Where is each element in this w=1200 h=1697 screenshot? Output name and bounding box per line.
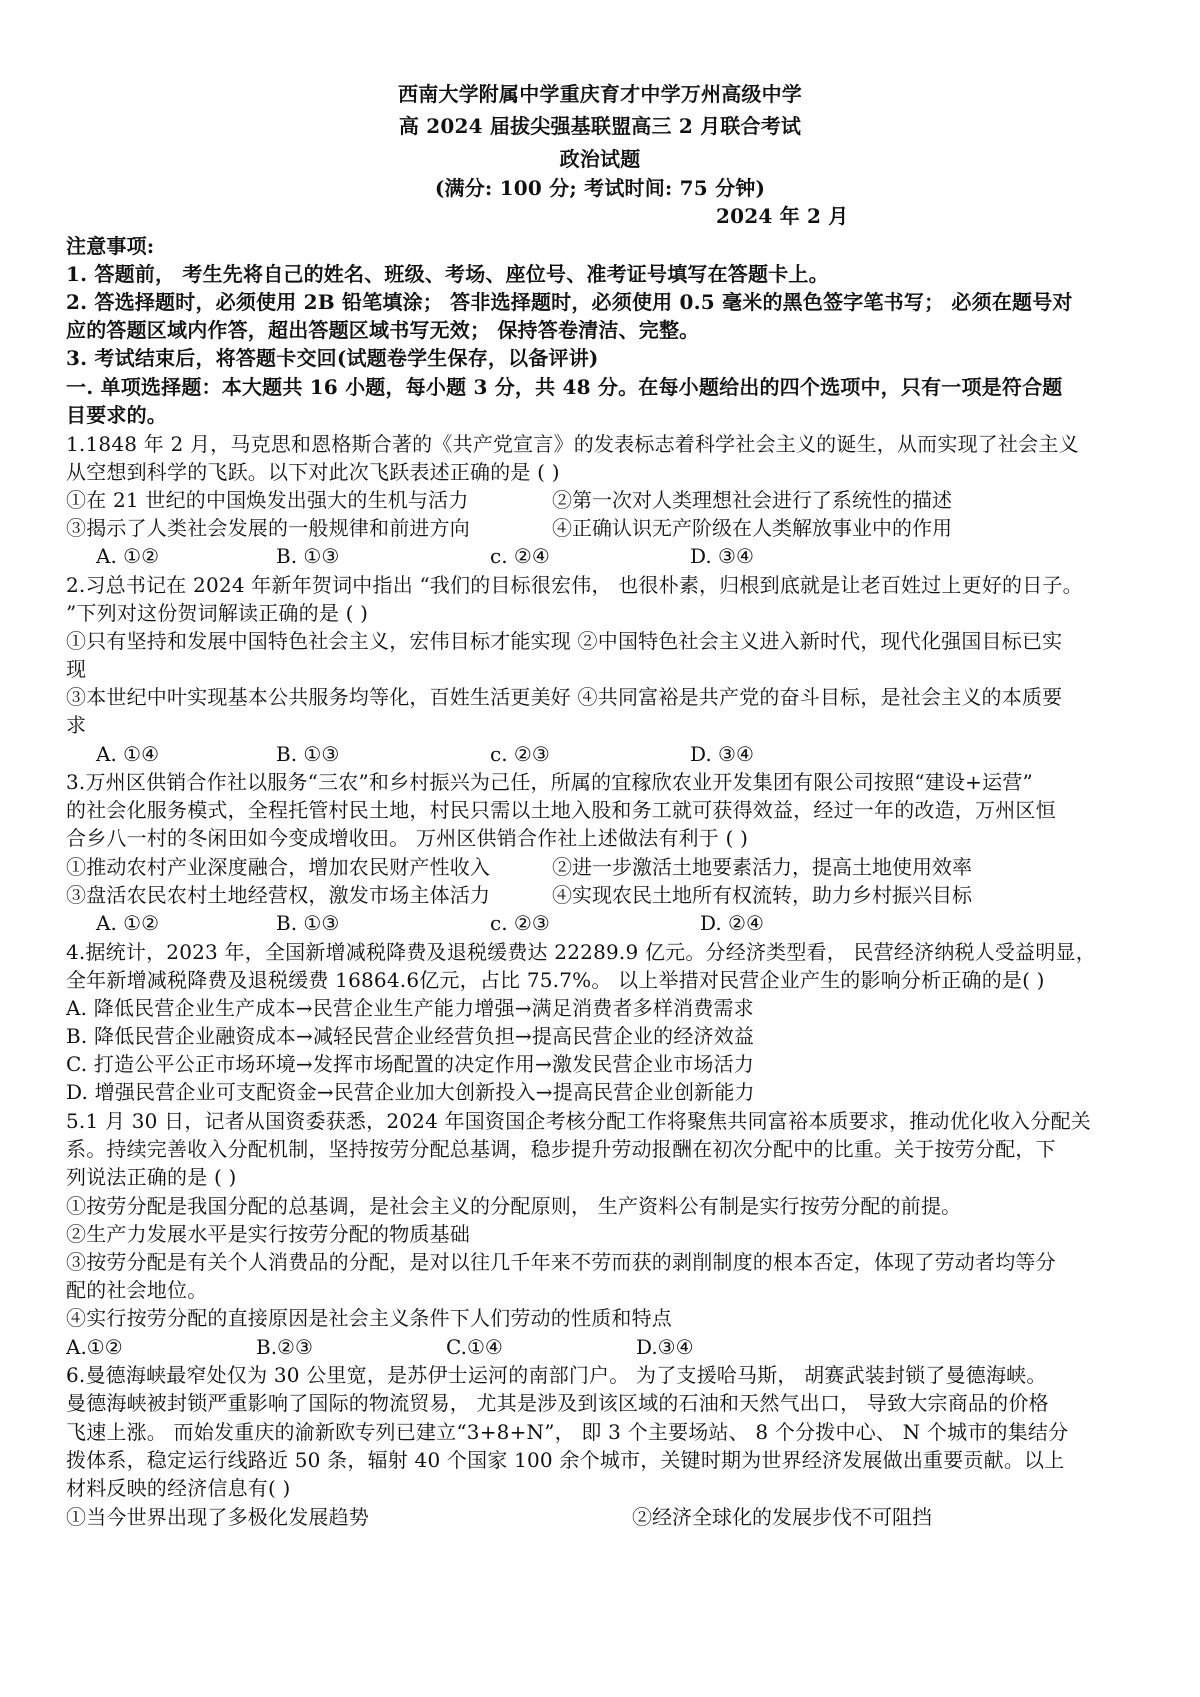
q2-statement-wrap: 现 <box>66 657 87 681</box>
q3-statement-2: ②进一步激活土地要素活力，提高土地使用效率 <box>552 855 972 879</box>
q5-statement-2: ②生产力发展水平是实行按劳分配的物质基础 <box>66 1222 470 1246</box>
q2-statement-3-4: ③本世纪中叶实现基本公共服务均等化，百姓生活更美好 ④共同富裕是共产党的奋斗目标，是社会主义的本质要 <box>66 685 1063 709</box>
notice-item: 3. 考试结束后，将答题卡交回(试题卷学生保存，以备评讲) <box>66 346 599 370</box>
q4-stem-cont: 全年新增减税降费及退税缓费 16864.6亿元，占比 75.7%。 以上举措对民营企业产生的影响分析正确的是( ) <box>66 968 1045 992</box>
q2-option-b: B. ①③ <box>276 742 340 766</box>
q4-option-d: D. 增强民营企业可支配资金→民营企业加大创新投入→提高民营企业创新能力 <box>66 1080 755 1104</box>
q6-statement-1: ①当今世界出现了多极化发展趋势 <box>66 1505 369 1529</box>
q5-option-a: A.①② <box>66 1335 123 1359</box>
q6-stem-cont: 曼德海峡被封锁严重影响了国际的物流贸易， 尤其是涉及到该区域的石油和天然气出口， 导致大宗商品的价格 <box>66 1391 1049 1415</box>
q5-statement-3-cont: 配的社会地位。 <box>66 1278 208 1302</box>
q5-statement-1: ①按劳分配是我国分配的总基调，是社会主义的分配原则， 生产资料公有制是实行按劳分配的前提。 <box>66 1194 962 1218</box>
q4-option-c: C. 打造公平公正市场环境→发挥市场配置的决定作用→激发民营企业市场活力 <box>66 1052 755 1076</box>
q5-statement-4: ④实行按劳分配的直接原因是社会主义条件下人们劳动的性质和特点 <box>66 1306 672 1330</box>
q2-statement-wrap: 求 <box>66 713 87 737</box>
q2-stem: 2.习总书记在 2024 年新年贺词中指出 “我们的目标很宏伟， 也很朴素，归根到底就是让老百姓过上更好的日子。 <box>66 573 1083 597</box>
q3-option-c: c. ②③ <box>490 911 550 935</box>
q3-statement-1: ①推动农村产业深度融合，增加农民财产性收入 <box>66 855 491 879</box>
school-title: 西南大学附属中学重庆育才中学万州高级中学 <box>398 82 802 106</box>
section-heading-cont: 目要求的。 <box>66 403 167 427</box>
q2-stem-cont: ”下列对这份贺词解读正确的是 ( ) <box>66 601 369 625</box>
q4-option-a: A. 降低民营企业生产成本→民营企业生产能力增强→满足消费者多样消费需求 <box>66 996 754 1020</box>
subject-title: 政治试题 <box>559 147 641 171</box>
q1-statement-4: ④正确认识无产阶级在人类解放事业中的作用 <box>552 516 952 540</box>
q3-option-b: B. ①③ <box>276 911 340 935</box>
q3-option-d: D. ②④ <box>700 911 764 935</box>
q2-option-a: A. ①④ <box>96 742 160 766</box>
q1-option-c: c. ②④ <box>490 544 550 568</box>
q1-statement-3: ③揭示了人类社会发展的一般规律和前进方向 <box>66 516 470 540</box>
notice-item: 应的答题区域内作答，超出答题区域书写无效； 保持答卷清洁、完整。 <box>66 318 700 342</box>
q5-stem-cont: 列说法正确的是 ( ) <box>66 1165 237 1189</box>
q2-statement-1-2: ①只有坚持和发展中国特色社会主义，宏伟目标才能实现 ②中国特色社会主义进入新时代，现代化强国目标已实 <box>66 629 1063 653</box>
q1-statement-2: ②第一次对人类理想社会进行了系统性的描述 <box>552 488 952 512</box>
q5-option-b: B.②③ <box>256 1335 313 1359</box>
q6-stem: 6.曼德海峡最窄处仅为 30 公里宽，是苏伊士运河的南部门户。 为了支援哈马斯， 胡赛武装封锁了曼德海峡。 <box>66 1363 1047 1387</box>
q2-option-c: c. ②③ <box>490 742 550 766</box>
exam-title: 高 2024 届拔尖强基联盟高三 2 月联合考试 <box>398 114 802 138</box>
q1-option-a: A. ①② <box>96 544 160 568</box>
notice-item: 1. 答题前， 考生先将自己的姓名、班级、考场、座位号、准考证号填写在答题卡上。 <box>66 262 829 286</box>
q6-stem-cont: 拨体系，稳定运行线路近 50 条，辐射 40 个国家 100 余个城市，关键时期为世界经济发展做出重要贡献。以上 <box>66 1448 1065 1472</box>
q3-statement-4: ④实现农民土地所有权流转，助力乡村振兴目标 <box>552 883 972 907</box>
q1-option-b: B. ①③ <box>276 544 340 568</box>
q1-stem-cont: 从空想到科学的飞跃。以下对此次飞跃表述正确的是 ( ) <box>66 460 560 484</box>
q2-option-d: D. ③④ <box>690 742 754 766</box>
q6-stem-cont: 飞速上涨。 而始发重庆的渝新欧专列已建立“3+8+N”， 即 3 个主要场站、 8 个分拨中心、 N 个城市的集结分 <box>66 1420 1069 1444</box>
q5-stem-cont: 系。持续完善收入分配机制，坚持按劳分配总基调，稳步提升劳动报酬在初次分配中的比重。关于按劳分配，下 <box>66 1137 1056 1161</box>
q5-option-c: C.①④ <box>446 1335 503 1359</box>
q1-stem: 1.1848 年 2 月，马克思和恩格斯合著的《共产党宣言》的发表标志着科学社会主义的诞生，从而实现了社会主义 <box>66 432 1079 456</box>
q4-stem: 4.据统计，2023 年，全国新增减税降费及退税缓费达 22289.9 亿元。分经济类型看， 民营经济纳税人受益明显， <box>66 940 1096 964</box>
q4-option-b: B. 降低民营企业融资成本→减轻民营企业经营负担→提高民营企业的经济效益 <box>66 1024 755 1048</box>
q5-option-d: D.③④ <box>636 1335 694 1359</box>
notice-item: 2. 答选择题时，必须使用 2B 铅笔填涂； 答非选择题时，必须使用 0.5 毫米的黑色签字笔书写； 必须在题号对 <box>66 290 1073 314</box>
q3-option-a: A. ①② <box>96 911 160 935</box>
notice-heading: 注意事项: <box>66 234 155 258</box>
q6-stem-cont: 材料反映的经济信息有( ) <box>66 1476 291 1500</box>
q1-statement-1: ①在 21 世纪的中国焕发出强大的生机与活力 <box>66 488 469 512</box>
q3-statement-3: ③盘活农民农村土地经营权，激发市场主体活力 <box>66 883 491 907</box>
q5-stem: 5.1 月 30 日，记者从国资委获悉，2024 年国资国企考核分配工作将聚焦共同富裕本质要求，推动优化收入分配关 <box>66 1109 1091 1133</box>
q1-option-d: D. ③④ <box>690 544 754 568</box>
section-heading: 一. 单项选择题：本大题共 16 小题，每小题 3 分，共 48 分。在每小题给出的四个选项中，只有一项是符合题 <box>66 375 1063 399</box>
q3-stem-cont: 的社会化服务模式，全程托管村民土地，村民只需以土地入股和务工就可获得效益，经过一年的改造，万州区恒 <box>66 798 1056 822</box>
exam-meta: (满分: 100 分; 考试时间: 75 分钟) <box>434 176 766 200</box>
q3-stem: 3.万州区供销合作社以服务“三农”和乡村振兴为己任，所属的宜稼欣农业开发集团有限公司按照“建设+运营” <box>66 770 1033 794</box>
q3-stem-cont: 合乡八一村的冬闲田如今变成增收田。 万州区供销合作社上述做法有利于 ( ) <box>66 826 749 850</box>
q6-statement-2: ②经济全球化的发展步伐不可阻挡 <box>632 1505 932 1529</box>
q5-statement-3: ③按劳分配是有关个人消费品的分配，是对以往几千年来不劳而获的剥削制度的根本否定，体现了劳动者均等分 <box>66 1250 1056 1274</box>
exam-date: 2024 年 2 月 <box>716 204 849 228</box>
